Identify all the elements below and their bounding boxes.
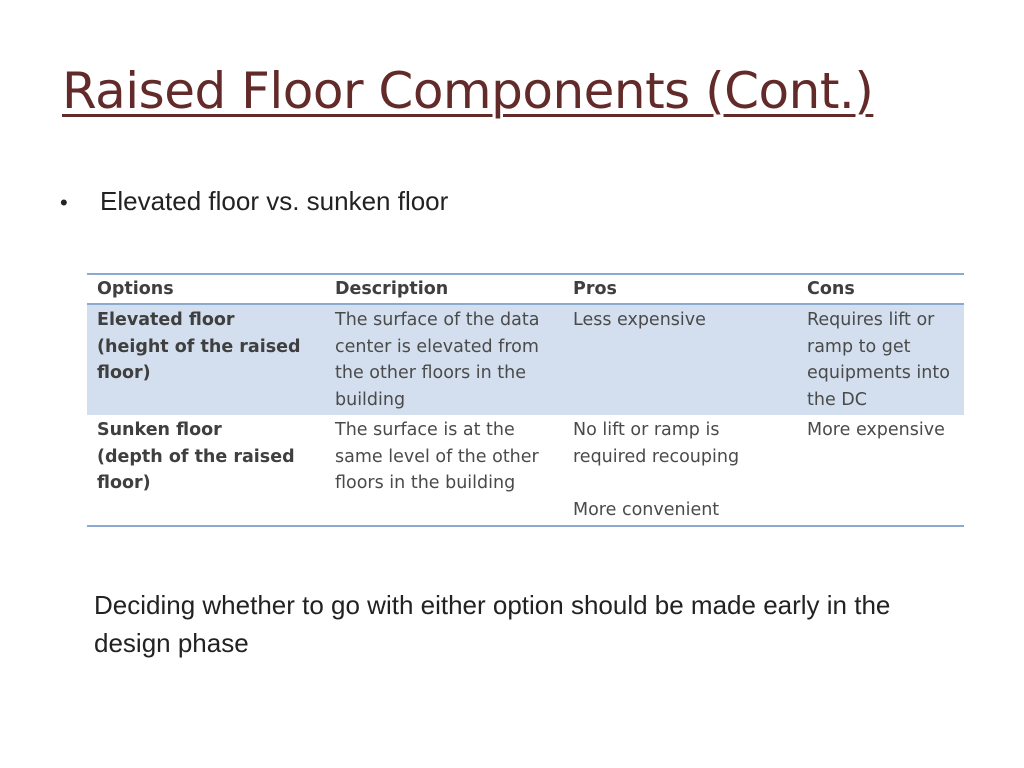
- slide-title: Raised Floor Components (Cont.): [62, 62, 874, 120]
- table-header-row: [87, 274, 964, 304]
- option-name: Sunken floor: [97, 420, 222, 440]
- bullet-dot-icon: •: [60, 190, 68, 215]
- cell-cons: Requires lift or ramp to get equipments into the DC: [807, 310, 950, 410]
- table-row-elevated: [87, 304, 964, 415]
- cell-pros: [563, 415, 797, 526]
- cell-description: The surface of the data center is elevated from the other floors in the building: [335, 310, 540, 410]
- closing-note: Deciding whether to go with either option should be made early in the design phase: [94, 590, 891, 658]
- pros-item: No lift or ramp is required recouping: [573, 420, 740, 467]
- pros-item: Less expensive: [573, 310, 706, 330]
- cell-option: [87, 304, 325, 415]
- cell-pros: [563, 304, 797, 415]
- bullet-text: Elevated floor vs. sunken floor: [100, 186, 449, 216]
- bullet-list: [56, 186, 448, 217]
- option-detail: (height of the raised floor): [97, 336, 301, 383]
- pros-item: More convenient: [573, 499, 720, 520]
- comparison-table-wrapper: [87, 273, 964, 527]
- header-options: Options: [97, 279, 174, 300]
- option-detail: (depth of the raised floor): [97, 446, 295, 493]
- cell-option: [87, 415, 325, 526]
- option-name: Elevated floor: [97, 310, 235, 330]
- cell-description: The surface is at the same level of the other floors in the building: [335, 420, 539, 493]
- bullet-item: [56, 186, 448, 217]
- header-description: Description: [335, 279, 449, 300]
- header-pros: Pros: [573, 279, 617, 300]
- table-row-sunken: [87, 415, 964, 526]
- header-cons: Cons: [807, 279, 855, 300]
- cell-cons: More expensive: [807, 420, 945, 440]
- pros-spacer: [573, 470, 789, 497]
- comparison-table: [87, 273, 964, 527]
